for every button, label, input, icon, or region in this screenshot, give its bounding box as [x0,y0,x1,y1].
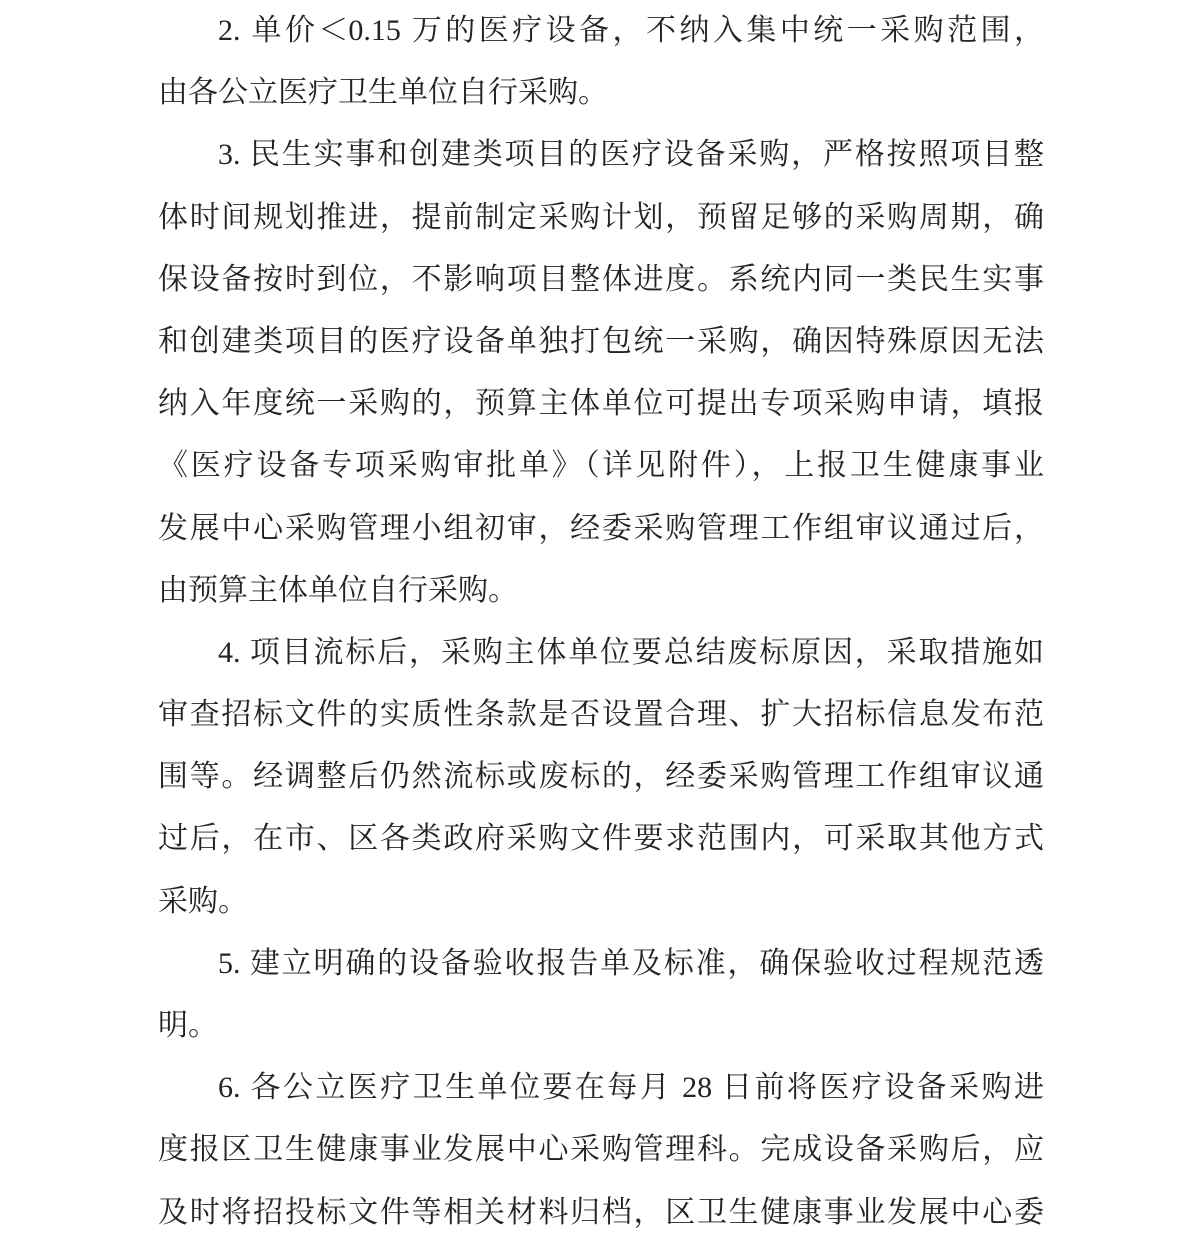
text-line: 3. 民生实事和创建类项目的医疗设备采购，严格按照项目整 [218,138,1044,172]
text-line: 围等。经调整后仍然流标或废标的，经委采购管理工作组审议通 [158,760,1044,794]
text-line: 6. 各公立医疗卫生单位要在每月 28 日前将医疗设备采购进 [218,1071,1044,1105]
text-line: 2. 单价＜0.15 万的医疗设备，不纳入集中统一采购范围， [218,14,1044,47]
text-line: 度报区卫生健康事业发展中心采购管理科。完成设备采购后，应 [158,1133,1044,1167]
text-line: 明。 [158,1009,218,1042]
text-line: 体时间规划推进，提前制定采购计划，预留足够的采购周期，确 [158,200,1044,234]
text-line: 审查招标文件的实质性条款是否设置合理、扩大招标信息发布范 [158,698,1044,732]
text-line: 保设备按时到位，不影响项目整体进度。系统内同一类民生实事 [158,262,1044,296]
text-line: 采购。 [158,884,248,918]
text-line: 及时将招投标文件等相关材料归档，区卫生健康事业发展中心委 [158,1195,1044,1229]
text-line: 过后，在市、区各类政府采购文件要求范围内，可采取其他方式 [158,822,1044,856]
document-body [158,0,1044,1244]
text-line: 《医疗设备专项采购审批单》（详见附件），上报卫生健康事业 [158,449,1044,483]
text-line: 由各公立医疗卫生单位自行采购。 [158,76,608,110]
text-line: 和创建类项目的医疗设备单独打包统一采购，确因特殊原因无法 [158,324,1044,358]
text-line: 4. 项目流标后，采购主体单位要总结废标原因，采取措施如 [218,635,1044,669]
text-line: 纳入年度统一采购的，预算主体单位可提出专项采购申请，填报 [158,387,1044,421]
text-line: 5. 建立明确的设备验收报告单及标准，确保验收过程规范透 [218,946,1044,980]
text-line: 由预算主体单位自行采购。 [158,573,518,607]
text-line: 发展中心采购管理小组初审，经委采购管理工作组审议通过后， [158,511,1044,545]
